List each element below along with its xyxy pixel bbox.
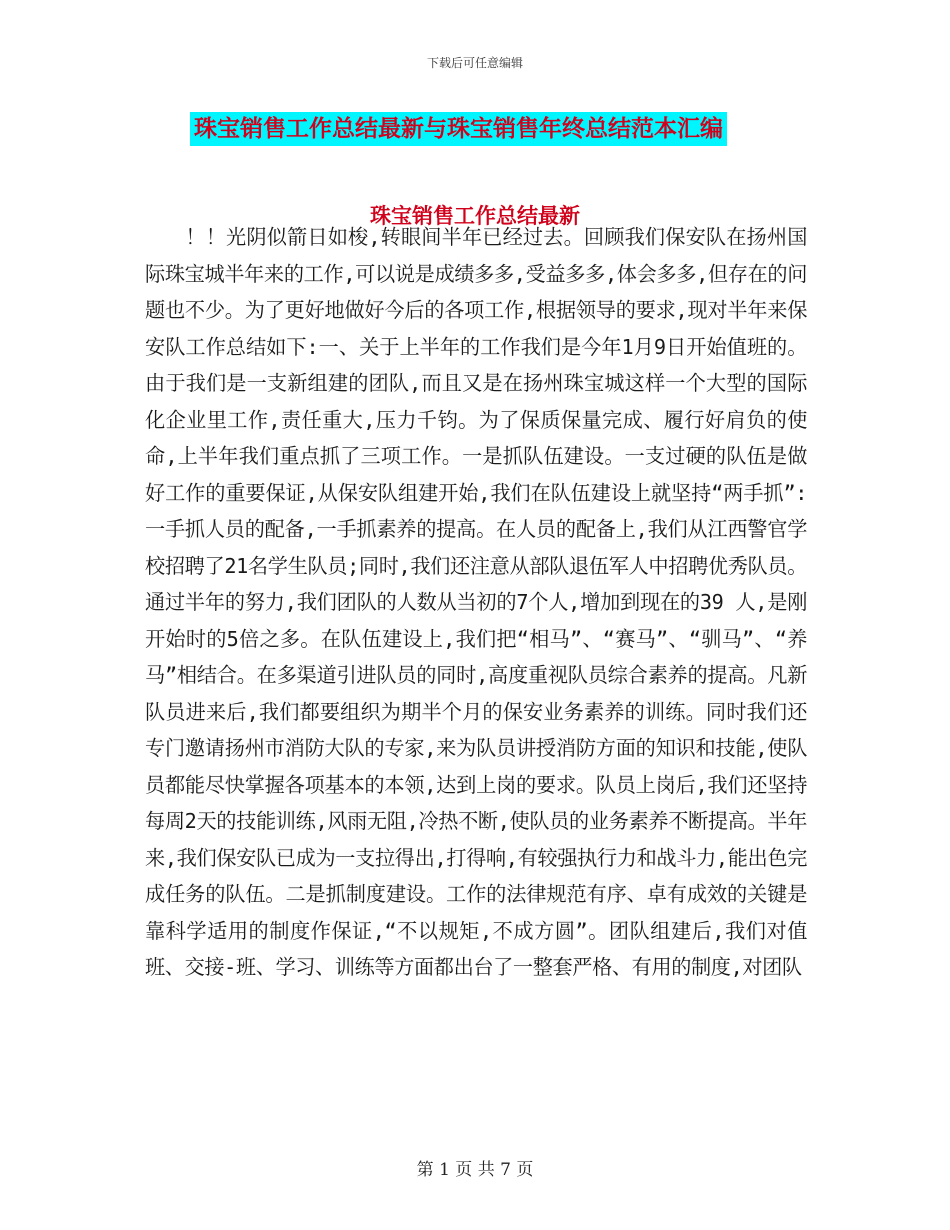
document-title-container — [190, 112, 810, 148]
page-footer: 第 1 页 共 7 页 — [416, 1160, 534, 1180]
document-title: 珠宝销售工作总结最新与珠宝销售年终总结范本汇编 — [190, 112, 727, 146]
body-paragraph: ！！光阴似箭日如梭,转眼间半年已经过去。回顾我们保安队在扬州国际珠宝城半年来的工作,可以说是成绩多多,受益多多,体会多多,但存在的问题也不少。为了更好地做好今后的各项工作,根据领导的要求,现对半年来保安队工作总结如下:一、关于上半年的工作我们是今年1月9日开始值班的。由于我们是一支新组建的团队,而且又是在扬州珠宝城这样一个大型的国际化企业里工作,责任重大,压力千钧。为了保质保量完成、履行好肩负的使命,上半年我们重点抓了三项工作。一是抓队伍建设。一支过硬的队伍是做好工作的重要保证,从保安队组建开始,我们在队伍建设上就坚持“两手抓”:一手抓人员的配备,一手抓素养的提高。在人员的配备上,我们从江西警官学校招聘了21名学生队员;同时,我们还注意从部队退伍军人中招聘优秀队员。通过半年的努力,我们团队的人数从当初的7个人,增加到现在的39 人,是刚开始时的5倍之多。在队伍建设上,我们把“相马”、“赛马”、“驯马”、“养马”相结合。在多渠道引进队员的同时,高度重视队员综合素养的提高。凡新队员进来后,我们都要组织为期半个月的保安业务素养的训练。同时我们还专门邀请扬州市消防大队的专家,来为队员讲授消防方面的知识和技能,使队员都能尽快掌握各项基本的本领,达到上岗的要求。队员上岗后,我们还坚持每周2天的技能训练,风雨无阻,冷热不断,使队员的业务素养不断提高。半年来,我们保安队已成为一支拉得出,打得响,有较强执行力和战斗力,能出色完成任务的队伍。二是抓制度建设。工作的法律规范有序、卓有成效的关键是靠科学适用的制度作保证,“不以规矩,不成方圆”。团队组建后,我们对值班、交接-班、学习、训练等方面都出台了一整套严格、有用的制度,对团队 — [145, 225, 807, 979]
section-title: 珠宝销售工作总结最新 — [370, 204, 580, 228]
page-header-note: 下载后可任意编辑 — [426, 56, 523, 70]
